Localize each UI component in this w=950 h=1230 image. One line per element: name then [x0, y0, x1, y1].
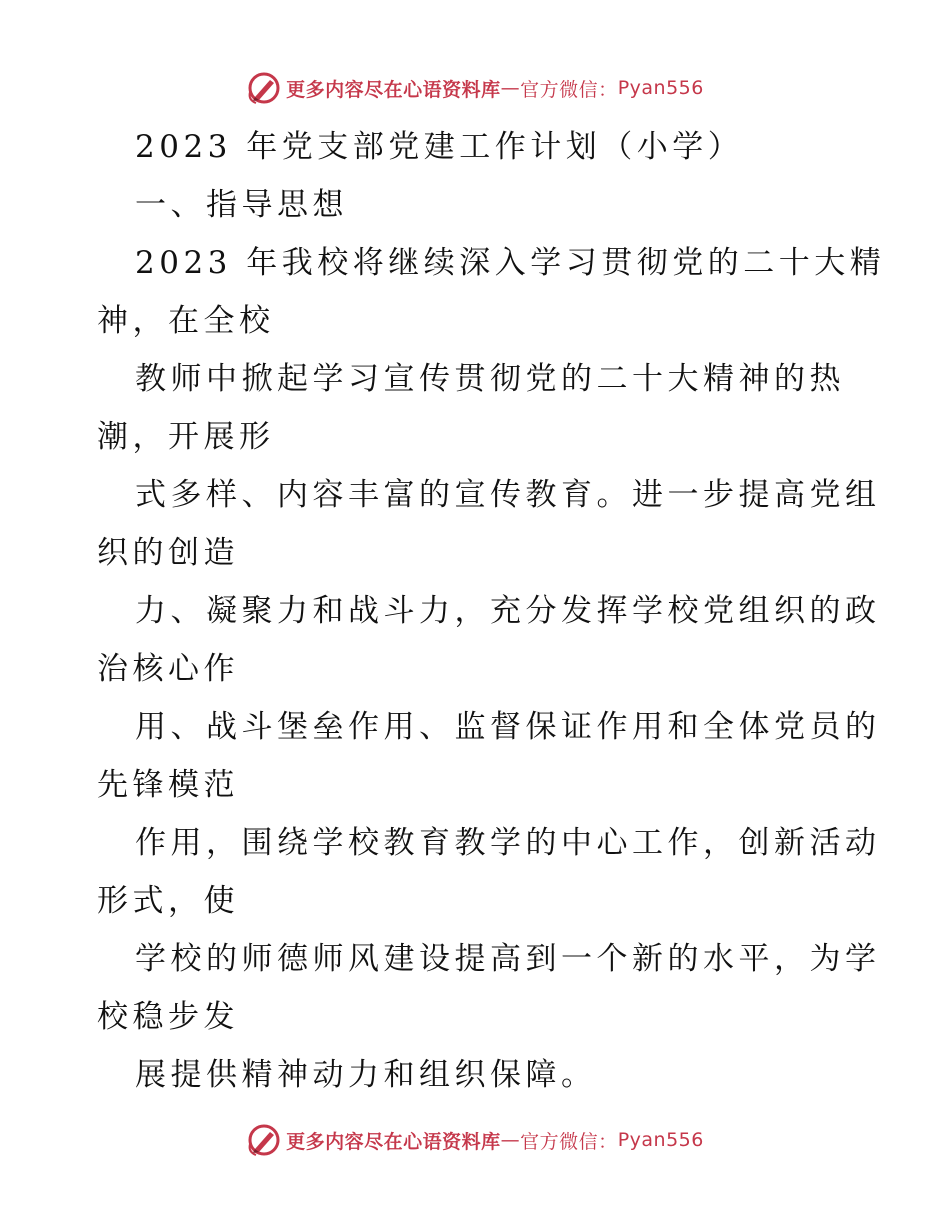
- paragraph-line: 学校的师德师风建设提高到一个新的水平，为学: [135, 941, 881, 977]
- paragraph-line: 校稳步发: [97, 999, 239, 1035]
- paragraph-line: 神，在全校: [97, 303, 275, 339]
- watermark-wechat-id: Pyan556: [617, 77, 704, 99]
- watermark-label: 官方微信：: [520, 1130, 618, 1153]
- paragraph-line: 2023 年我校将继续深入学习贯彻党的二十大精: [135, 245, 886, 281]
- paragraph-line: 教师中掀起学习宣传贯彻党的二十大精神的热: [135, 361, 845, 397]
- watermark-wechat-id: Pyan556: [617, 1129, 704, 1151]
- header-watermark: [0, 68, 950, 108]
- footer-watermark: [0, 1120, 950, 1160]
- paragraph-line: 展提供精神动力和组织保障。: [135, 1057, 597, 1093]
- section-heading: 一、指导思想: [135, 187, 348, 223]
- paragraph-line: 织的创造: [97, 535, 239, 571]
- paragraph-line: 用、战斗堡垒作用、监督保证作用和全体党员的: [135, 709, 881, 745]
- document-body: [97, 118, 886, 1104]
- paragraph-line: 作用，围绕学校教育教学的中心工作，创新活动: [135, 825, 881, 861]
- watermark-main-text: 更多内容尽在心语资料库: [286, 1130, 501, 1153]
- paragraph-line: 潮，开展形: [97, 419, 275, 455]
- paragraph-line: 力、凝聚力和战斗力，充分发挥学校党组织的政: [135, 593, 881, 629]
- watermark-separator: —: [500, 77, 521, 99]
- paragraph-line: 先锋模范: [97, 767, 239, 803]
- watermark-separator: —: [500, 1129, 521, 1151]
- paragraph-line: 形式，使: [97, 883, 239, 919]
- watermark-main-text: 更多内容尽在心语资料库: [286, 78, 501, 101]
- watermark-label: 官方微信：: [520, 78, 618, 101]
- paragraph-line: 治核心作: [97, 651, 239, 687]
- pen-circle-logo-icon: [246, 70, 282, 106]
- document-title: 2023 年党支部党建工作计划（小学）: [135, 129, 744, 165]
- paragraph-line: 式多样、内容丰富的宣传教育。进一步提高党组: [135, 477, 881, 513]
- pen-circle-logo-icon: [246, 1122, 282, 1158]
